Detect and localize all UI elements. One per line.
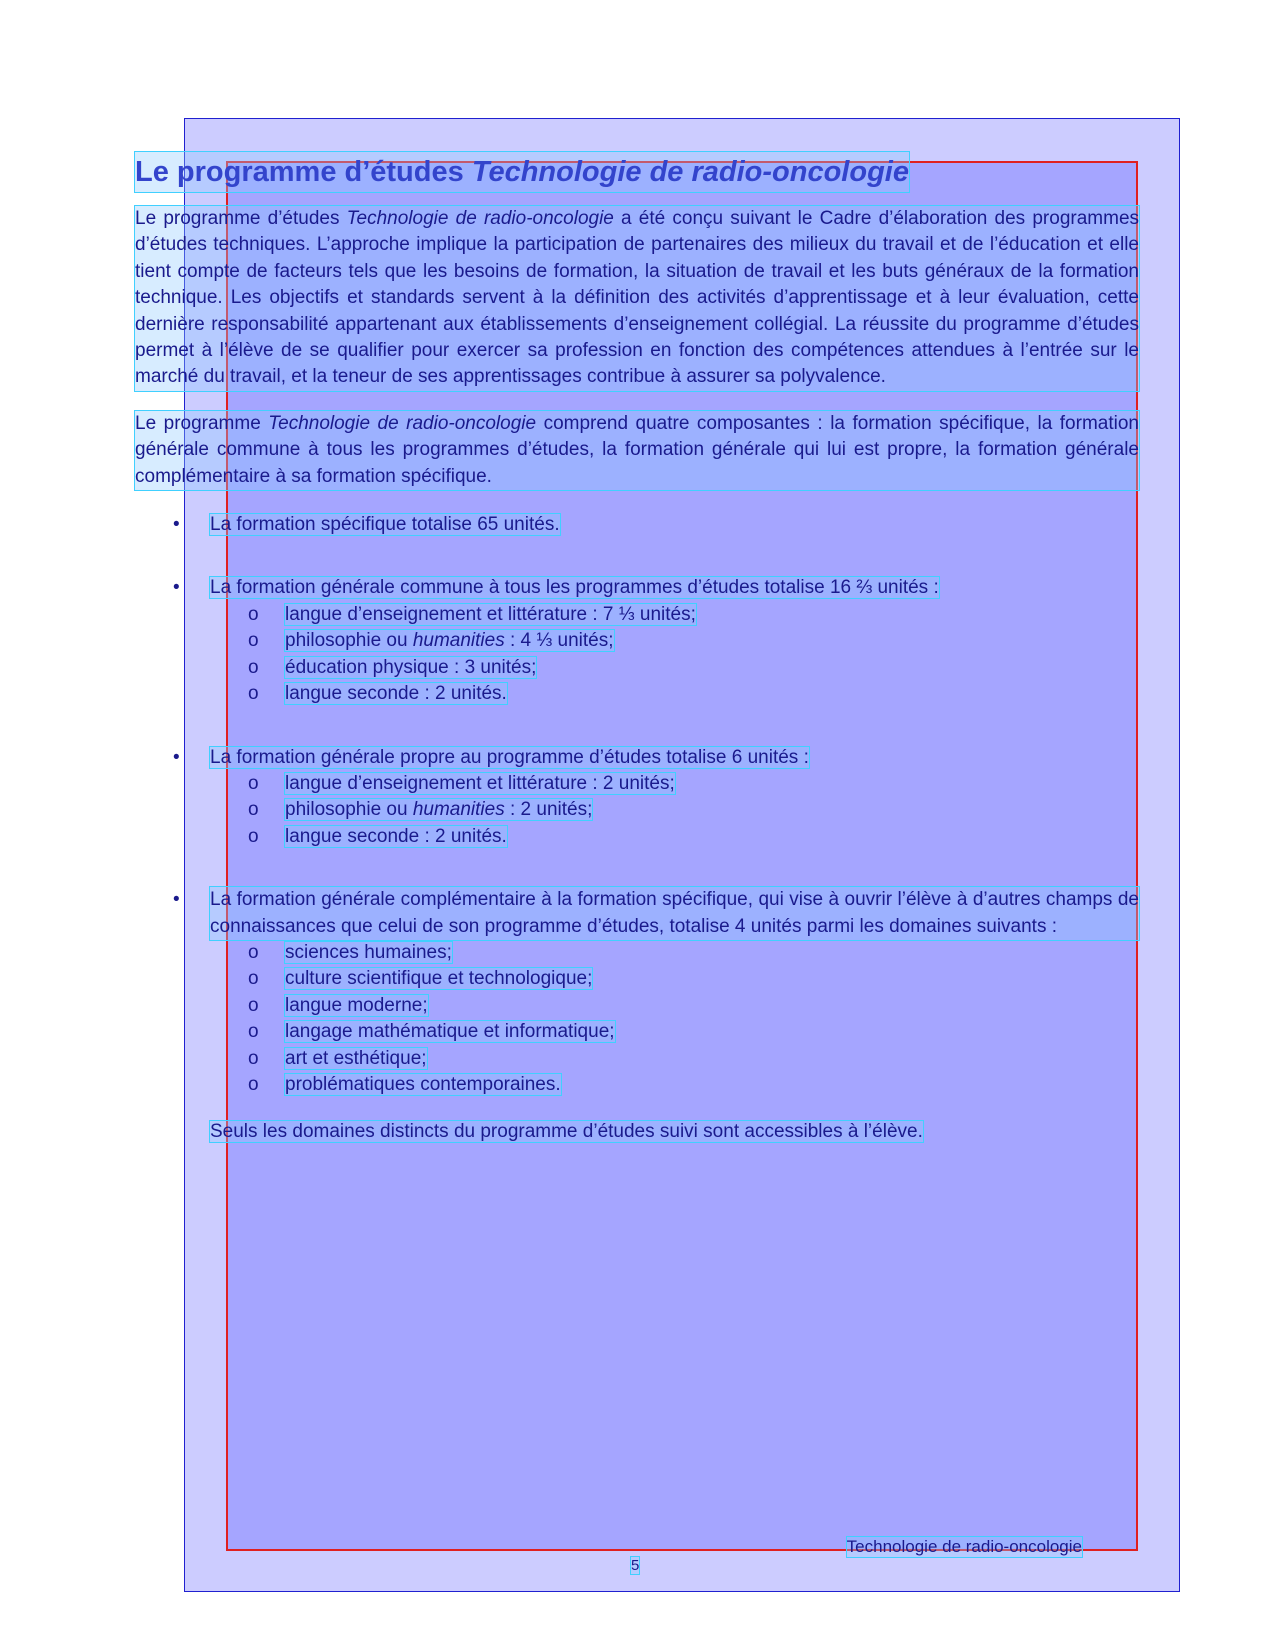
- sub-item-text: éducation physique : 3 unités;: [285, 656, 537, 678]
- sub-item-text: langue seconde : 2 unités.: [285, 825, 507, 847]
- components-paragraph: [135, 411, 1139, 490]
- sub-item-text: culture scientifique et technologique;: [285, 968, 593, 990]
- closing-note-text: Seuls les domaines distincts du programme d’études suivi sont accessibles à l’élève.: [210, 1121, 923, 1143]
- sub-item: [210, 681, 1139, 707]
- common-general-sublist: [210, 602, 1139, 708]
- circle-bullet-icon: o: [248, 825, 259, 847]
- complementary-general-text: La formation générale complémentaire à la formation spécifique, qui vise à ouvrir l’élève à d’autres champs de connaissances que celui de son programme d’études, totalise 4 unités parmi les domaines suivants :: [210, 887, 1139, 940]
- components-list: [135, 512, 1139, 1098]
- sub-item-text: langage mathématique et informatique;: [285, 1021, 615, 1043]
- sub-item: [210, 771, 1139, 797]
- intro-text-end: a été conçu suivant le Cadre d’élaboration des programmes d’études techniques. L’approche implique la participation de partenaires des milieux du travail et de l’éducation et elle tient compte de facteurs tels que les besoins de formation, la situation de travail et les buts généraux de la formation technique. Les objectifs et standards servent à la définition des activités d’apprentissage et à leur évaluation, cette dernière responsabilité appartenant aux établissements d’enseignement collégial. La réussite du programme d’études permet à l’élève de se qualifier pour exercer sa profession en fonction des compétences attendues à l’entrée sur le marché du travail, et la teneur de ses apprentissages contribue à assurer sa polyvalence.: [135, 208, 1140, 388]
- list-item-program-general: [135, 745, 1139, 851]
- sub-item-text: sciences humaines;: [285, 941, 452, 963]
- program-general-text: La formation générale propre au programme d’études totalise 6 unités :: [210, 746, 809, 768]
- sub-item-italic: humanities: [412, 630, 505, 652]
- components-text-end: comprend quatre composantes : la formation spécifique, la formation générale commune à tous les programmes d’études, la formation générale qui lui est propre, la formation générale complémentaire à sa formation spécifique.: [135, 412, 1139, 487]
- circle-bullet-icon: o: [248, 656, 259, 678]
- circle-bullet-icon: o: [248, 799, 259, 821]
- page-number: 5: [631, 1557, 640, 1574]
- sub-item-text-start: philosophie ou: [285, 799, 413, 821]
- sub-item-text: problématiques contemporaines.: [285, 1073, 561, 1095]
- bullet-icon: •: [173, 746, 180, 768]
- sub-item-text: langue seconde : 2 unités.: [285, 683, 507, 705]
- page-title: [135, 152, 909, 192]
- sub-item-text-end: : 2 unités;: [504, 799, 593, 821]
- sub-item: [210, 824, 1139, 850]
- bullet-icon: •: [173, 514, 180, 536]
- circle-bullet-icon: o: [248, 1073, 259, 1095]
- intro-program-name: Technologie de radio-oncologie: [346, 208, 614, 229]
- sub-item-italic: humanities: [412, 799, 505, 821]
- sub-item-text: langue moderne;: [285, 994, 428, 1016]
- sub-item: [210, 940, 1139, 966]
- program-general-sublist: [210, 771, 1139, 850]
- circle-bullet-icon: o: [248, 968, 259, 990]
- sub-item-text-end: : 4 ⅓ unités;: [504, 630, 614, 652]
- components-text-start: Le programme: [135, 412, 269, 434]
- sub-item: [210, 797, 1139, 823]
- sub-item-text-start: philosophie ou: [285, 630, 413, 652]
- intro-text-start: Le programme d’études: [135, 208, 347, 229]
- bullet-icon: •: [173, 577, 180, 599]
- sub-item: [210, 966, 1139, 992]
- sub-item-text: langue d’enseignement et littérature : 7 ⅓ unités;: [285, 603, 696, 625]
- circle-bullet-icon: o: [248, 941, 259, 963]
- list-item-common-general: [135, 575, 1139, 707]
- sub-item-text: [285, 799, 592, 820]
- components-program-name: Technologie de radio-oncologie: [268, 412, 537, 434]
- title-program-name: Technologie de radio-oncologie: [471, 156, 909, 188]
- sub-item: [210, 1072, 1139, 1098]
- list-item-specific: [135, 512, 1139, 538]
- specific-training-text: La formation spécifique totalise 65 unités.: [210, 514, 560, 536]
- circle-bullet-icon: o: [248, 1047, 259, 1069]
- document-body: [135, 152, 1139, 1146]
- bullet-icon: •: [173, 889, 180, 911]
- sub-item: [210, 602, 1139, 628]
- sub-item: [210, 655, 1139, 681]
- sub-item-text: [285, 630, 614, 651]
- common-general-text: La formation générale commune à tous les programmes d’études totalise 16 ⅔ unités :: [210, 577, 939, 599]
- circle-bullet-icon: o: [248, 683, 259, 705]
- title-prefix: Le programme d’études: [135, 156, 472, 188]
- sub-item: [210, 1046, 1139, 1072]
- circle-bullet-icon: o: [248, 994, 259, 1016]
- circle-bullet-icon: o: [248, 603, 259, 625]
- complementary-domains-sublist: [210, 940, 1139, 1098]
- sub-item: [210, 993, 1139, 1019]
- sub-item-text: langue d’enseignement et littérature : 2 unités;: [285, 772, 675, 794]
- footer-program-title: Technologie de radio-oncologie: [846, 1537, 1082, 1556]
- sub-item: [210, 1019, 1139, 1045]
- circle-bullet-icon: o: [248, 772, 259, 794]
- list-item-complementary-general: [135, 887, 1139, 1098]
- sub-item-text: art et esthétique;: [285, 1047, 427, 1069]
- closing-note: [210, 1119, 1139, 1145]
- circle-bullet-icon: o: [248, 630, 259, 652]
- circle-bullet-icon: o: [248, 1021, 259, 1043]
- sub-item: [210, 628, 1139, 654]
- intro-paragraph: [135, 206, 1139, 391]
